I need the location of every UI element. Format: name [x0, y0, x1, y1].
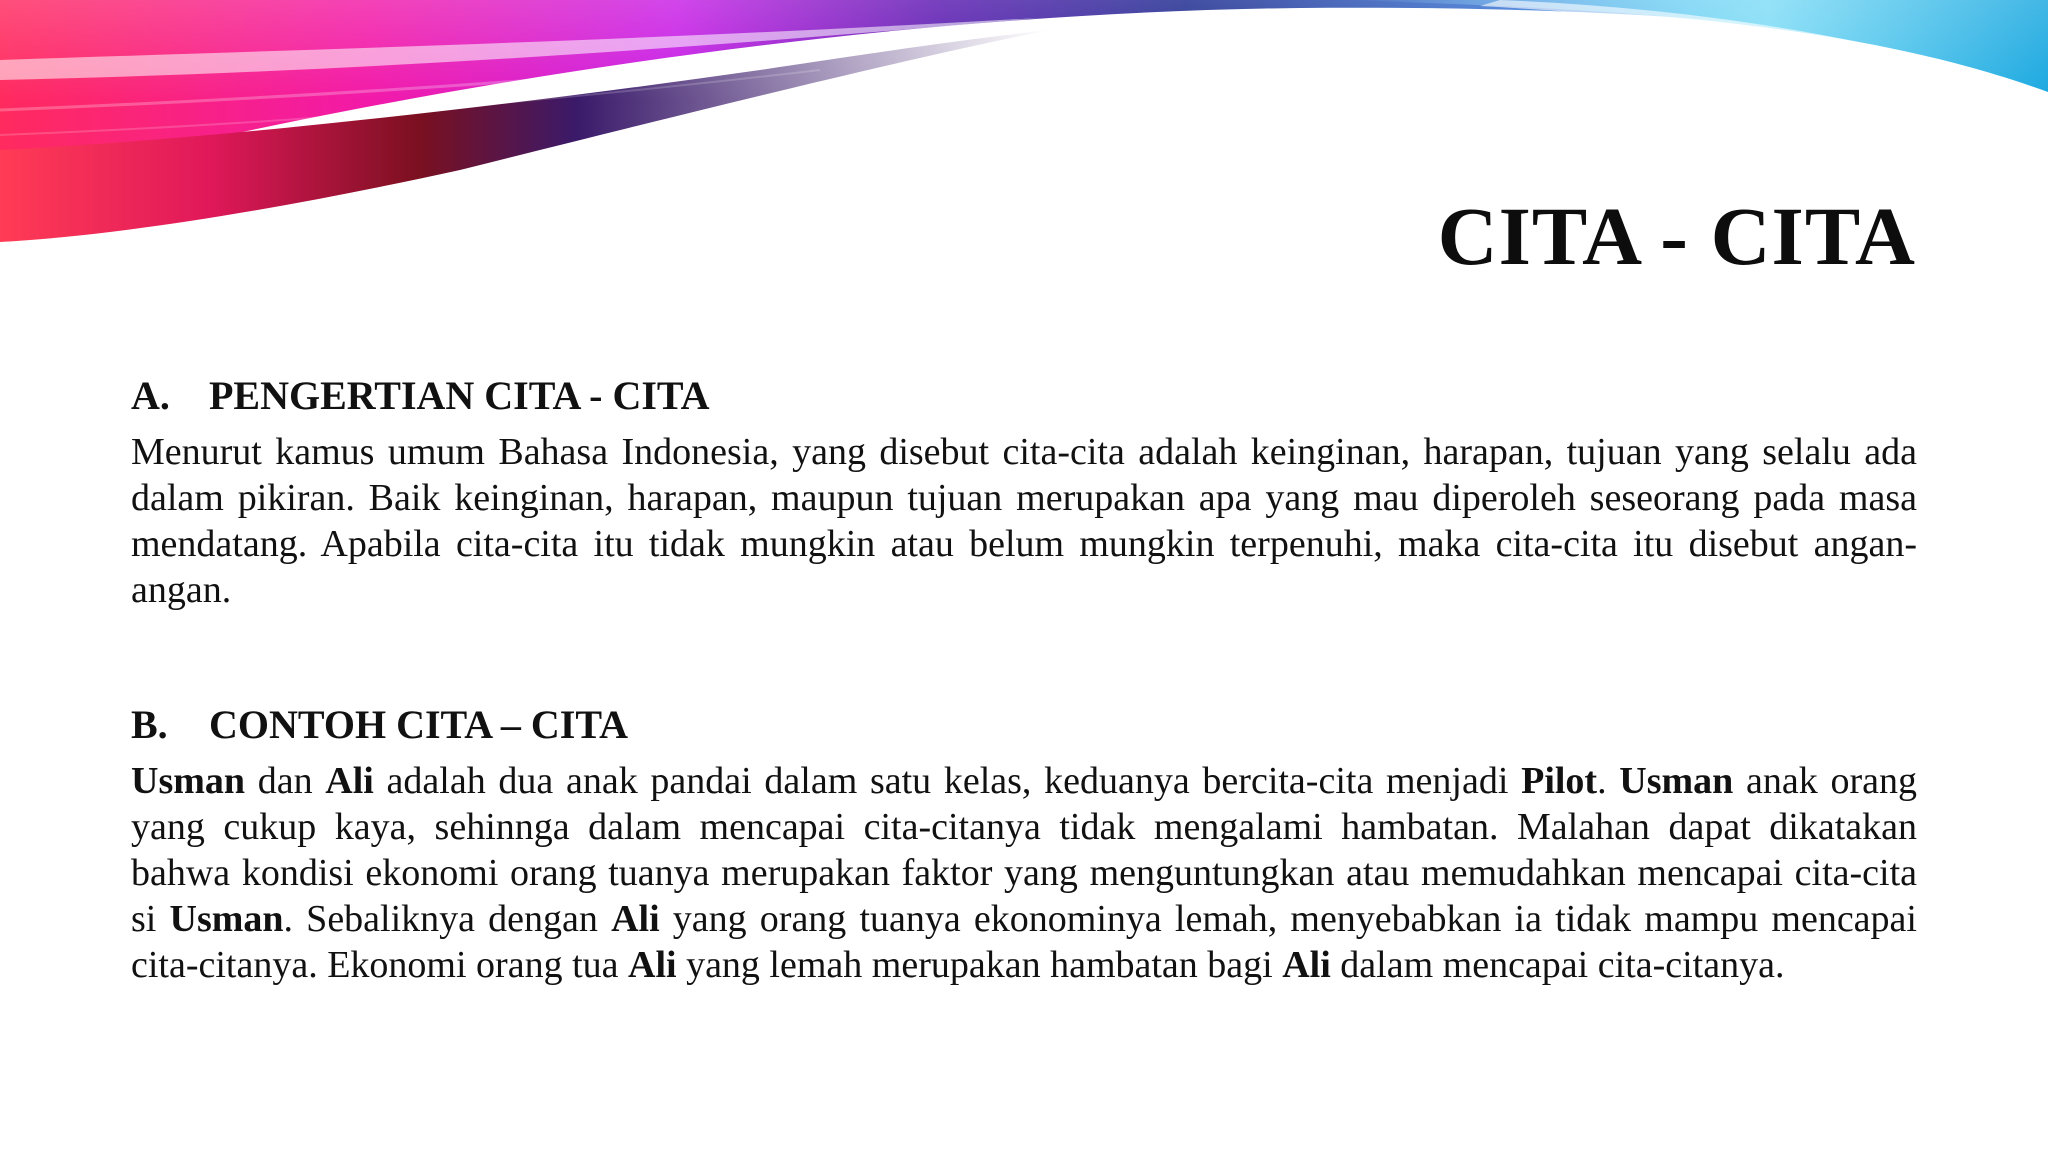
section-letter: B.: [131, 702, 168, 747]
slide-title: CITA - CITA: [1437, 190, 1916, 282]
text-run: dalam mencapai cita-citanya.: [1330, 944, 1785, 986]
bold-text-run: Pilot: [1521, 760, 1598, 802]
bold-text-run: Ali: [1282, 944, 1331, 986]
section-letter: A.: [131, 373, 170, 418]
text-run: adalah dua anak pandai dalam satu kelas, keduanya bercita-cita menjadi: [373, 760, 1522, 802]
text-run: .: [1597, 760, 1620, 802]
bold-text-run: Ali: [325, 760, 374, 802]
section-heading: [131, 697, 1917, 753]
section-pengertian: [131, 368, 1917, 613]
section-paragraph: [131, 429, 1917, 613]
text-run: yang lemah merupakan hambatan bagi: [676, 944, 1283, 986]
text-run: Menurut kamus umum Bahasa Indonesia, yang disebut cita-cita adalah keinginan, harapan, tujuan yang selalu ada dalam pikiran. Baik keinginan, harapan, maupun tujuan merupakan apa yang mau diperoleh seseorang pada masa mendatang. Apabila cita-cita itu tidak mungkin atau belum mungkin terpenuhi, maka cita-cita itu disebut angan-angan.: [131, 431, 1917, 611]
section-paragraph: [131, 758, 1917, 988]
bold-text-run: Usman: [131, 760, 246, 802]
section-contoh: [131, 697, 1917, 988]
text-run: . Sebaliknya dengan: [283, 898, 612, 940]
text-run: anak orang yang cukup kaya, sehinnga dalam mencapai cita-citanya tidak mengalami hambatan. Malahan dapat dikatakan bahwa kondisi ekonomi orang tuanya merupakan faktor yang menguntungkan atau memudahkan mencapai cita-cita si: [131, 760, 1917, 940]
bold-text-run: Usman: [169, 898, 284, 940]
bold-text-run: Usman: [1619, 760, 1734, 802]
text-run: dan: [245, 760, 326, 802]
slide-content: [131, 368, 1917, 988]
section-heading-text: PENGERTIAN CITA - CITA: [209, 373, 710, 418]
bold-text-run: Ali: [611, 898, 660, 940]
text-run: yang orang tuanya ekonominya lemah, menyebabkan ia tidak mampu mencapai cita-citanya. Ekonomi orang tua: [131, 898, 1917, 986]
section-heading-text: CONTOH CITA – CITA: [209, 702, 628, 747]
bold-text-run: Ali: [628, 944, 677, 986]
section-heading: [131, 368, 1917, 424]
